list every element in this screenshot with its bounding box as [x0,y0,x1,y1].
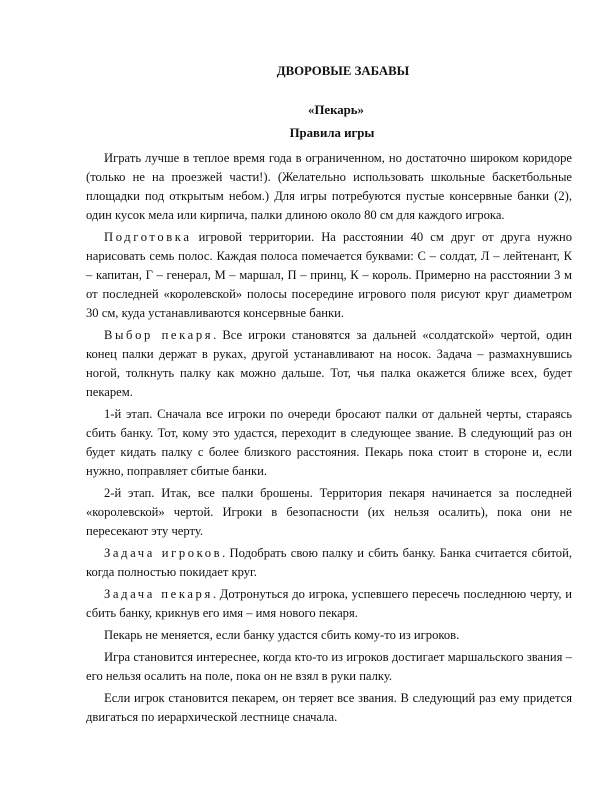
paragraph-lead: Задача пекаря [104,587,213,601]
paragraph-text: Играть лучше в теплое время года в ограниченном, но достаточно широком коридоре (только не на проезжей части!). (Желательно использовать школьные баскетбольные площадки под открытым небом.) Для игры потребуются пустые консервные банки (2), один кусок мела или кирпича, палки длиною около 80 см для каждого игрока. [86,151,572,222]
paragraph-text: игровой территории. На расстоянии 40 см друг от друга нужно нарисовать семь полос. Каждая полоса помечается буквами: С – солдат, Л – лейтенант, К – капитан, Г – генерал, М – маршал, П – принц, К – король. Примерно на расстоянии 3 м от последней «королевской» полосы посередине игрового поля рисуют круг диаметром 30 см, куда устанавливаются консервные банки. [86,230,572,320]
paragraph-lead: Выбор пекаря [104,328,214,342]
game-name-heading: «Пекарь» [308,103,364,117]
paragraph-text: Пекарь не меняется, если банку удастся сбить кому-то из игроков. [104,628,460,642]
paragraph-lead: Подготовка [104,230,192,244]
paragraph-intro [86,149,572,225]
rules-heading: Правила игры [289,126,375,140]
paragraph-rank-loss [86,689,572,727]
paragraph-players-task [86,544,572,582]
paragraph-stage-2 [86,484,572,541]
paragraph-preparation [86,228,572,323]
paragraph-text: Игра становится интереснее, когда кто-то из игроков достигает маршальского звания – его нельзя осалить на поле, пока он не взял в руки палку. [86,650,572,683]
paragraph-marshal-rank [86,648,572,686]
paragraph-lead: Задача игроков [104,546,223,560]
paragraph-baker-task [86,585,572,623]
paragraph-text: 1-й этап. Сначала все игроки по очереди бросают палки от дальней черты, стараясь сбить банку. Тот, кому это удастся, переходит в следующее звание. В следующий раз он будет кидать палку с более близкого расстояния. Пекарь пока стоит в стороне и, если нужно, поправляет сбитые банки. [86,407,572,478]
paragraph-text: . Подобрать свою палку и сбить банку. Банка считается сбитой, когда полностью покидает круг. [86,546,572,579]
rules-body [86,149,572,727]
paragraph-text: . Все игроки становятся за дальней «солдатской» чертой, один конец палки держат в руках, другой устанавливают на носок. Задача – размахнувшись ногой, толкнуть палку как можно дальше. Тот, чья палка окажется ближе всех, будет пекарем. [86,328,572,399]
paragraph-baker-choice [86,326,572,402]
paragraph-text: . Дотронуться до игрока, успевшего пересечь последнюю черту, и сбить банку, крикнув его имя – имя нового пекаря. [86,587,573,620]
paragraph-text: 2-й этап. Итак, все палки брошены. Территория пекаря начинается за последней «королевской» чертой. Игроки в безопасности (их нельзя осалить), пока они не пересекают эту черту. [86,486,572,538]
paragraph-text: Если игрок становится пекарем, он теряет все звания. В следующий раз ему придется двигаться по иерархической лестнице сначала. [86,691,572,724]
document-title: ДВОРОВЫЕ ЗАБАВЫ [276,64,410,78]
document-page [86,64,572,730]
paragraph-baker-stays [86,626,572,645]
paragraph-stage-1 [86,405,572,481]
